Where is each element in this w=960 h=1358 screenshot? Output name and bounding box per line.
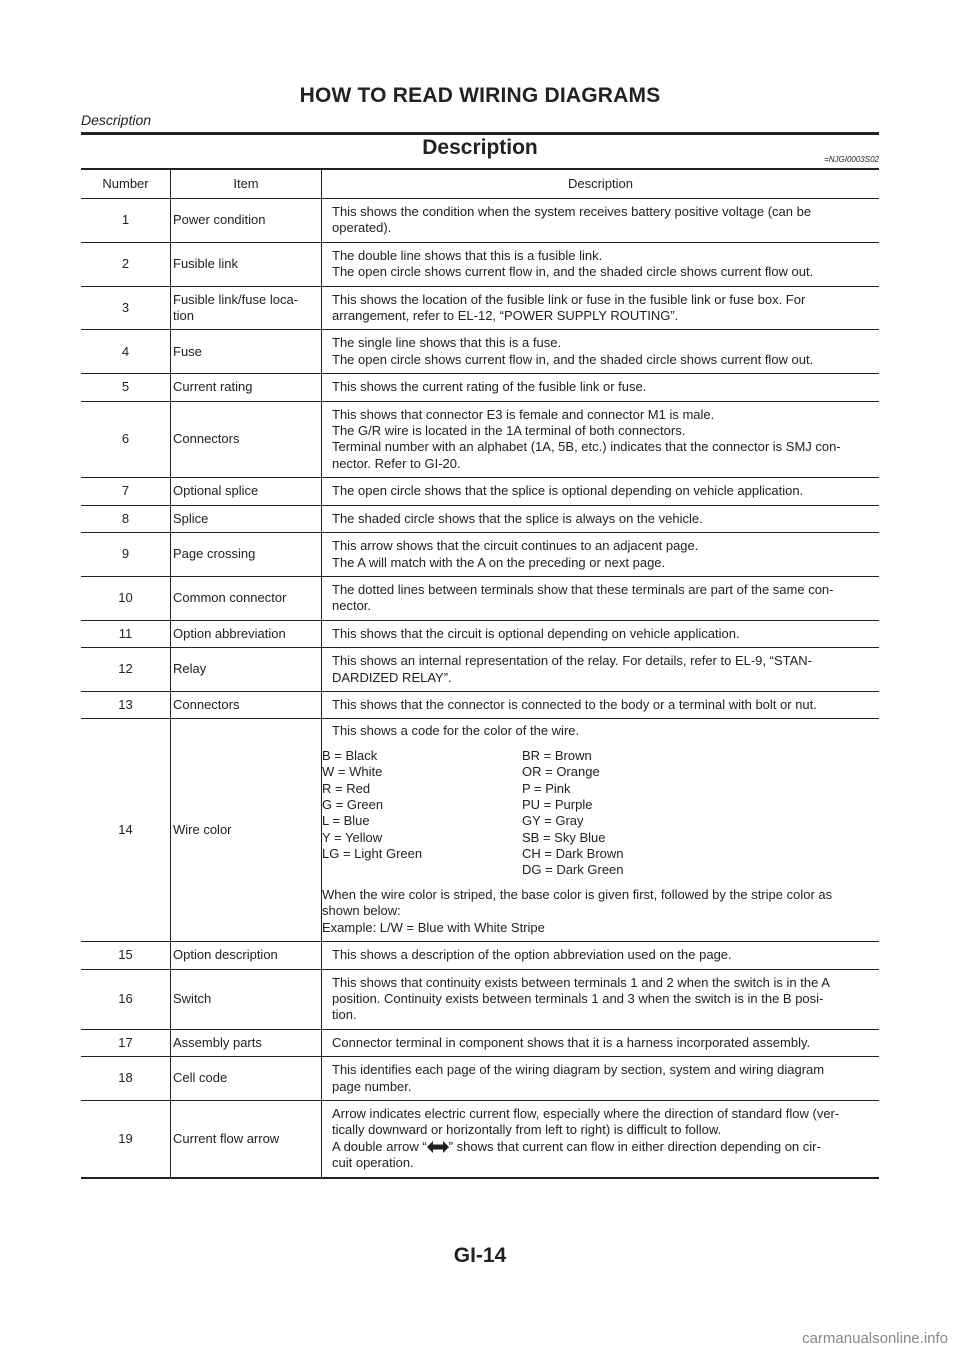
color-code: PU = Purple: [522, 796, 593, 812]
row-description: [322, 942, 880, 969]
header-divider: [81, 132, 879, 135]
color-code: P = Pink: [522, 780, 571, 796]
description-line: This shows the condition when the system receives battery positive voltage (can be: [332, 204, 812, 219]
row-item-label: Wire color: [173, 822, 232, 838]
row-item: [171, 620, 322, 647]
row-item: [171, 286, 322, 330]
color-code: SB = Sky Blue: [522, 829, 606, 845]
row-number: 6: [81, 401, 171, 478]
description-line: The open circle shows that the splice is optional depending on vehicle application.: [332, 483, 804, 499]
description-line: nector.: [332, 598, 372, 614]
row-number: 15: [81, 942, 171, 969]
current-flow-line: cuit operation.: [332, 1155, 414, 1171]
row-number: 3: [81, 286, 171, 330]
page-header-title: HOW TO READ WIRING DIAGRAMS: [299, 84, 661, 107]
row-description: [322, 242, 880, 286]
color-code: OR = Orange: [522, 764, 600, 780]
description-line: The single line shows that this is a fuse.: [332, 335, 562, 351]
row-item-label: Fuse: [173, 343, 202, 359]
row-item: [171, 478, 322, 505]
row-item-label: Option abbreviation: [173, 625, 286, 641]
table-row: [81, 942, 879, 969]
row-number: 11: [81, 620, 171, 647]
table-row: [81, 691, 879, 718]
color-code: L = Blue: [322, 813, 370, 829]
row-item-label: Relay: [173, 661, 207, 677]
page-header-subtitle: Description: [81, 112, 152, 128]
row-description: [322, 719, 880, 942]
description-line: tion.: [332, 1007, 357, 1023]
color-code: Y = Yellow: [322, 829, 383, 845]
row-item: [171, 1100, 322, 1177]
row-item: [171, 942, 322, 969]
current-flow-line: [332, 1139, 869, 1155]
color-code: R = Red: [322, 780, 371, 796]
color-code: LG = Light Green: [322, 846, 423, 862]
wire-color-note-line: shown below:: [322, 903, 401, 919]
wire-color-note-line: When the wire color is striped, the base color is given first, followed by the stripe color as: [322, 886, 833, 902]
row-item-label: Current rating: [173, 379, 253, 395]
row-item: [171, 969, 322, 1029]
row-item-label: Splice: [173, 510, 209, 526]
table-header-row: [81, 170, 879, 199]
description-line: The open circle shows current flow in, and the shaded circle shows current flow out.: [332, 264, 814, 280]
table-row: [81, 1057, 879, 1101]
row-description: [322, 505, 880, 532]
description-line: This identifies each page of the wiring diagram by section, system and wiring diagram: [332, 1062, 825, 1078]
row-number: 7: [81, 478, 171, 505]
description-line: This shows the current rating of the fusible link or fuse.: [332, 379, 647, 395]
table-row: [81, 533, 879, 577]
wire-color-note-line: Example: L/W = Blue with White Stripe: [322, 919, 545, 935]
description-line: This shows the location of the fusible link or fuse in the fusible link or fuse box. For: [332, 291, 806, 307]
color-code: GY = Gray: [522, 813, 584, 829]
row-item: [171, 691, 322, 718]
description-line: This arrow shows that the circuit continues to an adjacent page.: [332, 538, 699, 554]
row-item-label: Switch: [173, 990, 212, 1006]
table-row: [81, 374, 879, 401]
row-description: [322, 199, 880, 243]
row-description: [322, 330, 880, 374]
column-header-number: Number: [81, 170, 171, 199]
description-line: operated).: [332, 220, 392, 236]
description-line: The open circle shows current flow in, and the shaded circle shows current flow out.: [332, 351, 814, 367]
row-item-label: Page crossing: [173, 546, 256, 562]
row-item-label: Cell code: [173, 1070, 228, 1086]
row-item: [171, 1029, 322, 1056]
description-line: position. Continuity exists between terminals 1 and 3 when the switch is in the B posi-: [332, 990, 824, 1006]
description-line: The A will match with the A on the preceding or next page.: [332, 554, 666, 570]
table-row: [81, 478, 879, 505]
table-row: [81, 242, 879, 286]
row-item: [171, 576, 322, 620]
table-row: [81, 1029, 879, 1056]
row-number: 2: [81, 242, 171, 286]
row-number: 1: [81, 199, 171, 243]
row-description: [322, 576, 880, 620]
section-title: Description: [422, 136, 538, 159]
description-line: The G/R wire is located in the 1A terminal of both connectors.: [332, 423, 686, 439]
row-description: [322, 1100, 880, 1177]
description-line: DARDIZED RELAY”.: [332, 669, 452, 685]
current-flow-text: ” shows that current can flow in either direction depending on cir-: [448, 1138, 821, 1154]
column-header-description: Description: [322, 170, 880, 199]
current-flow-text: A double arrow “: [332, 1138, 427, 1154]
row-description: [322, 374, 880, 401]
row-number: 12: [81, 648, 171, 692]
row-description: [322, 533, 880, 577]
row-item: [171, 401, 322, 478]
row-item-label: Fusible link/fuse loca- tion: [173, 291, 298, 324]
description-table: [81, 170, 879, 1179]
table-row: [81, 1100, 879, 1177]
description-line: page number.: [332, 1078, 412, 1094]
row-item-label: Power condition: [173, 212, 266, 228]
table-row: [81, 969, 879, 1029]
row-item-label: Assembly parts: [173, 1034, 262, 1050]
row-description: [322, 478, 880, 505]
row-description: [322, 969, 880, 1029]
row-item-label: Connectors: [173, 431, 240, 447]
row-item: [171, 242, 322, 286]
row-number: 14: [81, 719, 171, 942]
row-number: 17: [81, 1029, 171, 1056]
watermark: carmanualsonline.info: [802, 1330, 948, 1347]
double-arrow-icon: [427, 1141, 449, 1153]
row-item: [171, 1057, 322, 1101]
row-item: [171, 330, 322, 374]
wire-color-codes: [322, 748, 869, 879]
table-row: [81, 286, 879, 330]
row-number: 4: [81, 330, 171, 374]
color-code: DG = Dark Green: [522, 862, 624, 878]
row-item: [171, 505, 322, 532]
row-item: [171, 199, 322, 243]
row-description: [322, 691, 880, 718]
column-header-item: Item: [171, 170, 322, 199]
description-line: Terminal number with an alphabet (1A, 5B, etc.) indicates that the connector is SMJ con-: [332, 439, 841, 455]
wire-color-intro: This shows a code for the color of the wire.: [332, 723, 580, 739]
row-description: [322, 286, 880, 330]
row-item-label: Fusible link: [173, 256, 239, 272]
description-line: The shaded circle shows that the splice is always on the vehicle.: [332, 510, 703, 526]
row-number: 9: [81, 533, 171, 577]
color-code: B = Black: [322, 747, 378, 763]
row-number: 16: [81, 969, 171, 1029]
color-code: BR = Brown: [522, 747, 592, 763]
row-description: [322, 648, 880, 692]
row-item: [171, 533, 322, 577]
description-line: This shows an internal representation of the relay. For details, refer to EL-9, “STAN-: [332, 653, 813, 669]
description-line: The dotted lines between terminals show that these terminals are part of the same con-: [332, 581, 834, 597]
row-number: 18: [81, 1057, 171, 1101]
row-description: [322, 401, 880, 478]
row-item: [171, 719, 322, 942]
row-item-label: Optional splice: [173, 483, 259, 499]
table-row: [81, 719, 879, 942]
color-code: G = Green: [322, 796, 384, 812]
reference-code: =NJGI0003S02: [824, 155, 879, 164]
table-row: [81, 330, 879, 374]
row-item-label: Option description: [173, 947, 278, 963]
table-row: [81, 576, 879, 620]
description-line: This shows a description of the option abbreviation used on the page.: [332, 947, 732, 963]
table-row: [81, 505, 879, 532]
description-line: This shows that continuity exists between terminals 1 and 2 when the switch is in the A: [332, 974, 830, 990]
current-flow-line: Arrow indicates electric current flow, especially where the direction of standard flow (ver-: [332, 1105, 840, 1121]
table-row: [81, 620, 879, 647]
row-item-label: Current flow arrow: [173, 1130, 280, 1146]
description-line: Connector terminal in component shows that it is a harness incorporated assembly.: [332, 1034, 811, 1050]
description-line: This shows that the circuit is optional depending on vehicle application.: [332, 625, 740, 641]
description-line: This shows that the connector is connected to the body or a terminal with bolt or nut.: [332, 696, 817, 712]
row-item: [171, 374, 322, 401]
page-number: GI-14: [453, 1244, 507, 1267]
table-row: [81, 648, 879, 692]
row-number: 13: [81, 691, 171, 718]
description-line: This shows that connector E3 is female and connector M1 is male.: [332, 406, 715, 422]
row-number: 10: [81, 576, 171, 620]
color-code: CH = Dark Brown: [522, 846, 624, 862]
color-code: W = White: [322, 764, 383, 780]
table-row: [81, 401, 879, 478]
row-item: [171, 648, 322, 692]
row-item-label: Connectors: [173, 696, 240, 712]
current-flow-line: tically downward or horizontally from left to right) is difficult to follow.: [332, 1122, 722, 1138]
row-description: [322, 1029, 880, 1056]
description-line: The double line shows that this is a fusible link.: [332, 247, 603, 263]
row-number: 19: [81, 1100, 171, 1177]
row-description: [322, 1057, 880, 1101]
color-code: [322, 862, 522, 878]
row-number: 8: [81, 505, 171, 532]
description-line: nector. Refer to GI-20.: [332, 455, 461, 471]
row-number: 5: [81, 374, 171, 401]
table-row: [81, 199, 879, 243]
description-line: arrangement, refer to EL-12, “POWER SUPPLY ROUTING”.: [332, 308, 679, 324]
row-description: [322, 620, 880, 647]
row-item-label: Common connector: [173, 590, 287, 606]
